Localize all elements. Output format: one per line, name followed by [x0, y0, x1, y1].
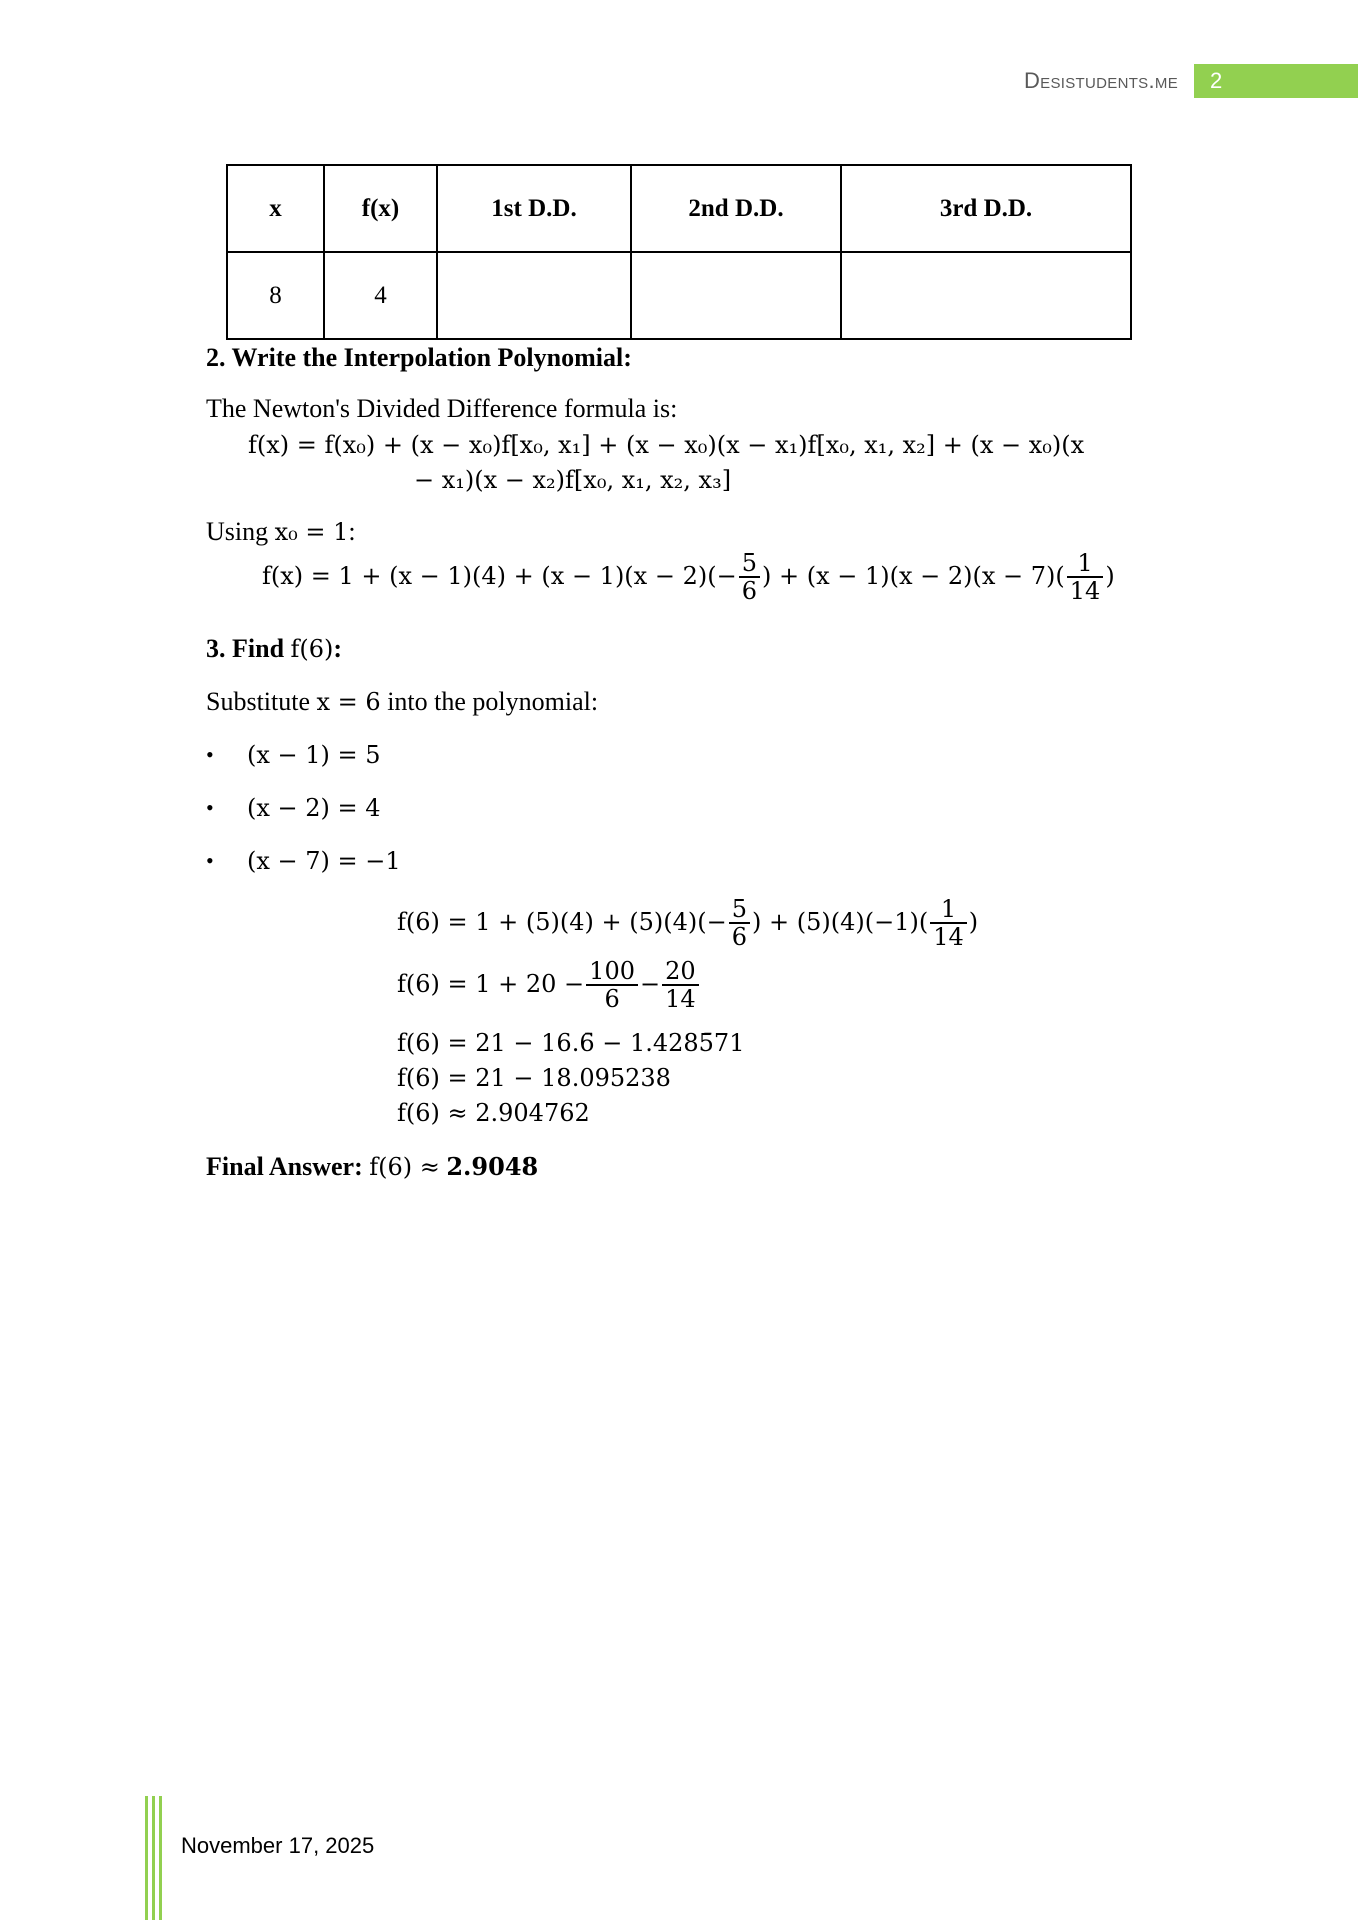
bullet-dot-icon: • — [206, 742, 214, 767]
poly-fraction-2 — [1067, 550, 1104, 605]
footer-accent-bars — [145, 1796, 165, 1920]
step2-frac1-numerator: 100 — [586, 958, 638, 986]
using-math: x₀ = 1 — [274, 518, 349, 546]
calc-step-3: f(6) = 21 − 16.6̄ − 1.4285̄71 — [397, 1029, 745, 1057]
calc-step-4: f(6) = 21 − 18.095238 — [397, 1064, 671, 1092]
bullet-item: (x − 7) = −1 — [247, 847, 401, 875]
substitute-line — [206, 687, 598, 717]
section-3-heading-prefix: 3. Find — [206, 634, 285, 663]
table-cell — [437, 252, 631, 339]
poly-frac1-numerator: 5 — [739, 550, 760, 578]
step1-part-2: ) + (5)(4)(−1)( — [752, 907, 929, 936]
using-prefix: Using — [206, 517, 269, 546]
substitute-prefix: Substitute — [206, 687, 311, 716]
step1-frac2-denominator: 14 — [933, 923, 964, 952]
using-suffix: : — [348, 517, 356, 546]
table-row — [227, 252, 1131, 339]
newton-formula-line-2: − x₁)(x − x₂)f[x₀, x₁, x₂, x₃] — [414, 466, 732, 494]
step1-fraction-1 — [729, 896, 750, 951]
poly-part-3: ) — [1105, 561, 1115, 590]
bullet-dot-icon: • — [206, 848, 214, 873]
step1-fraction-2 — [930, 896, 967, 951]
bullet-item: (x − 2) = 4 — [247, 794, 381, 822]
table-header-cell: 1st D.D. — [437, 165, 631, 252]
final-answer-label: Final Answer: — [206, 1152, 363, 1181]
formula-intro: The Newton's Divided Difference formula is: — [206, 394, 678, 423]
header-page-number: 2 — [1194, 64, 1358, 98]
footer-date: November 17, 2025 — [181, 1833, 375, 1858]
section-2-heading: 2. Write the Interpolation Polynomial: — [206, 343, 632, 372]
calc-step-2 — [397, 958, 701, 1013]
table-header-cell: f(x) — [324, 165, 437, 252]
table-cell: 8 — [227, 252, 324, 339]
newton-formula-line-1: f(x) = f(x₀) + (x − x₀)f[x₀, x₁] + (x − x₀)(x − x₁)f[x₀, x₁, x₂] + (x − x₀)(x — [248, 431, 1085, 459]
step1-frac1-numerator: 5 — [729, 896, 750, 924]
divided-difference-table — [226, 164, 1132, 340]
section-3-heading-math: f(6) — [290, 635, 334, 663]
table-header-cell: 3rd D.D. — [841, 165, 1131, 252]
calc-step-5: f(6) ≈ 2.904762 — [397, 1099, 590, 1127]
step2-frac2-denominator: 14 — [665, 985, 696, 1014]
table-header-cell: 2nd D.D. — [631, 165, 841, 252]
using-line — [206, 517, 356, 547]
step2-minus: − — [639, 969, 661, 998]
bullet-item: (x − 1) = 5 — [247, 741, 381, 769]
section-3-heading-suffix: : — [333, 634, 343, 663]
calc-step-1 — [397, 896, 978, 951]
step1-part-3: ) — [968, 907, 979, 936]
final-answer — [206, 1152, 538, 1182]
substitute-suffix: into the polynomial: — [387, 687, 599, 716]
poly-fraction-1 — [739, 550, 760, 605]
poly-frac2-numerator: 1 — [1067, 550, 1104, 578]
step2-frac1-denominator: 6 — [604, 985, 620, 1014]
step1-frac1-denominator: 6 — [731, 923, 747, 952]
final-answer-math: f(6) ≈ — [369, 1153, 440, 1181]
table-cell: 4 — [324, 252, 437, 339]
poly-frac2-denominator: 14 — [1069, 577, 1101, 606]
bullet-dot-icon: • — [206, 795, 214, 820]
header-site-name: Desistudents.me — [1023, 68, 1178, 93]
table-cell — [631, 252, 841, 339]
step2-fraction-2 — [662, 958, 699, 1013]
table-cell — [841, 252, 1131, 339]
poly-frac1-denominator: 6 — [741, 577, 757, 606]
section-3-heading — [206, 634, 342, 664]
table-header-cell: x — [227, 165, 324, 252]
poly-part-2: ) + (x − 1)(x − 2)(x − 7)( — [761, 561, 1065, 590]
step1-frac2-numerator: 1 — [930, 896, 967, 924]
poly-part-1: f(x) = 1 + (x − 1)(4) + (x − 1)(x − 2)(− — [262, 561, 737, 590]
final-answer-value: 2.9048 — [446, 1152, 539, 1181]
substitute-math: x = 6 — [316, 688, 381, 716]
step2-frac2-numerator: 20 — [662, 958, 699, 986]
step1-part-1: f(6) = 1 + (5)(4) + (5)(4)(− — [397, 907, 727, 936]
step2-fraction-1 — [586, 958, 638, 1013]
step2-part-1: f(6) = 1 + 20 − — [397, 969, 585, 998]
interpolation-polynomial — [262, 550, 1115, 605]
table-header-row — [227, 165, 1131, 252]
